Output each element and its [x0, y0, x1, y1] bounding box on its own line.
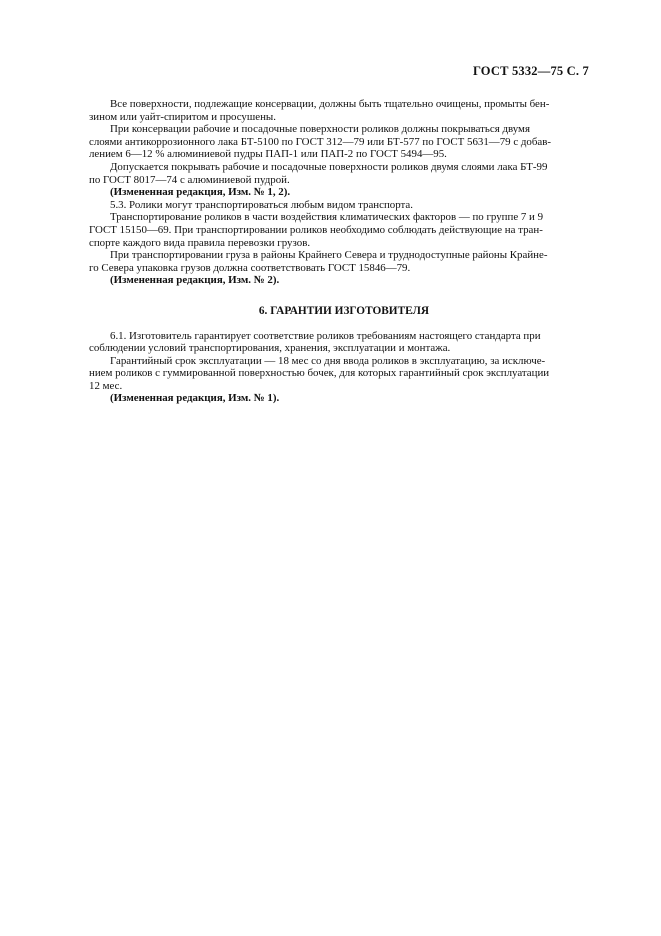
text-line: Все поверхности, подлежащие консервации, должны быть тщательно очищены, промыты бен- — [110, 98, 550, 110]
text-line: 6.1. Изготовитель гарантирует соответствие роликов требованиям настоящего стандарта при — [110, 329, 541, 342]
text-line: по ГОСТ 8017—74 с алюминиевой пудрой. — [89, 173, 290, 186]
section-5-text — [89, 98, 599, 287]
text-line: лением 6—12 % алюминиевой пудры ПАП-1 или ПАП-2 по ГОСТ 5494—95. — [89, 148, 447, 161]
section-title: 6. ГАРАНТИИ ИЗГОТОВИТЕЛЯ — [258, 304, 430, 317]
text-line: ГОСТ 15150—69. При транспортировании роликов необходимо соблюдать действующие на тран- — [89, 223, 543, 236]
amendment-note: (Измененная редакция, Изм. № 1). — [110, 392, 280, 405]
text-line: соблюдении условий транспортирования, хранения, эксплуатации и монтажа. — [89, 342, 451, 355]
text-line: слоями антикоррозионного лака БТ-5100 по ГОСТ 312—79 или БТ-577 по ГОСТ 5631—79 с добав- — [89, 135, 551, 148]
text-line: Гарантийный срок эксплуатации — 18 мес со дня ввода роликов в эксплуатацию, за исключе- — [110, 354, 546, 367]
text-line: нием роликов с гуммированной поверхностью бочек, для которых гарантийный срок эксплуатации — [89, 367, 550, 380]
text-line: При консервации рабочие и посадочные поверхности роликов должны покрываться двумя — [110, 123, 530, 136]
text-line: го Севера упаковка грузов должна соответствовать ГОСТ 15846—79. — [89, 261, 411, 274]
amendment-note: (Измененная редакция, Изм. № 2). — [110, 274, 280, 287]
text-line: спорте каждого вида правила перевозки грузов. — [89, 236, 311, 249]
amendment-note: (Измененная редакция, Изм. № 1, 2). — [110, 186, 291, 199]
text-line: зином или уайт-спиритом и просушены. — [89, 110, 276, 123]
text-line: Транспортирование роликов в части воздействия климатических факторов — по группе 7 и 9 — [110, 211, 544, 224]
text-line: При транспортировании груза в районы Крайнего Севера и труднодоступные районы Крайне- — [110, 249, 548, 262]
section-6-text — [89, 330, 599, 406]
document-body — [89, 98, 599, 405]
page-header: ГОСТ 5332—75 С. 7 — [472, 64, 589, 78]
text-line: Допускается покрывать рабочие и посадочные поверхности роликов двумя слоями лака БТ-99 — [110, 160, 548, 173]
text-line: 5.3. Ролики могут транспортироваться любым видом транспорта. — [110, 198, 413, 211]
text-line: 12 мес. — [89, 379, 123, 392]
